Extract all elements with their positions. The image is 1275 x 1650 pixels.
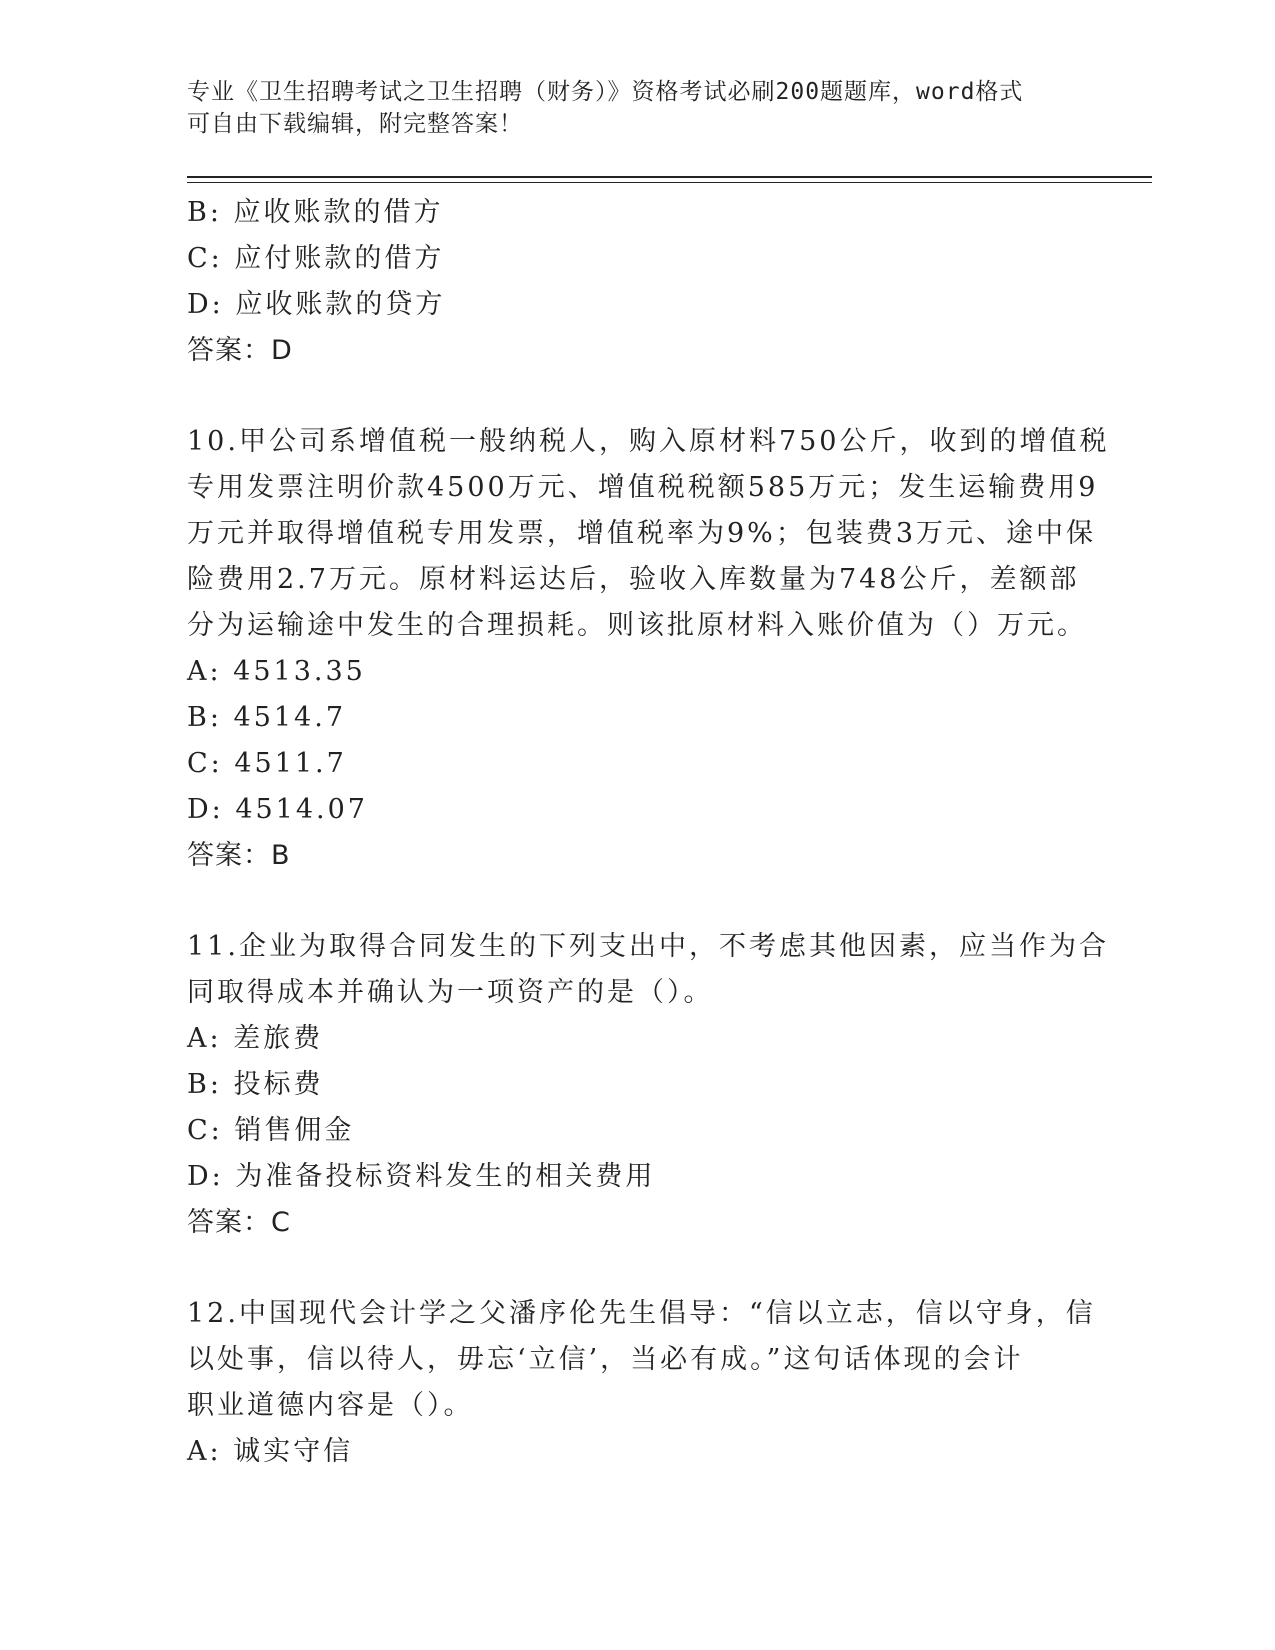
question-stem-line: 11.企业为取得合同发生的下列支出中，不考虑其他因素，应当作为合 bbox=[187, 931, 1109, 962]
question-10 bbox=[187, 419, 1110, 879]
question-11 bbox=[187, 924, 1109, 1246]
header-divider-thick bbox=[187, 176, 1152, 178]
answer-line: 答案：C bbox=[187, 1207, 291, 1238]
option-c: C: 4511.7 bbox=[187, 748, 347, 779]
question-stem-line: 万元并取得增值税专用发票，增值税率为9%；包装费3万元、途中保 bbox=[187, 518, 1097, 549]
question-stem-line: 分为运输途中发生的合理损耗。则该批原材料入账价值为（）万元。 bbox=[187, 610, 1087, 641]
answer-line: 答案：D bbox=[187, 335, 293, 366]
option-c: C: 销售佣金 bbox=[187, 1115, 355, 1146]
option-d: D: 应收账款的贷方 bbox=[187, 289, 446, 320]
option-b: B: 应收账款的借方 bbox=[187, 197, 444, 228]
question-stem-line: 职业道德内容是（）。 bbox=[187, 1390, 474, 1421]
question-stem-line: 专用发票注明价款4500万元、增值税税额585万元；发生运输费用9 bbox=[187, 472, 1099, 503]
answer-line: 答案：B bbox=[187, 840, 291, 871]
question-stem-line: 同取得成本并确认为一项资产的是（）。 bbox=[187, 977, 714, 1008]
question-9-tail bbox=[187, 190, 1067, 374]
question-stem-line: 险费用2.7万元。原材料运达后，验收入库数量为748公斤，差额部 bbox=[187, 564, 1080, 595]
option-a: A: 差旅费 bbox=[187, 1023, 324, 1054]
option-b: B: 投标费 bbox=[187, 1069, 324, 1100]
document-header bbox=[187, 76, 1087, 140]
option-d: D: 4514.07 bbox=[187, 794, 368, 825]
option-b: B: 4514.7 bbox=[187, 702, 346, 733]
header-line-2: 可自由下载编辑，附完整答案！ bbox=[187, 111, 523, 137]
header-divider-thin bbox=[187, 182, 1152, 183]
question-stem-line: 10.甲公司系增值税一般纳税人，购入原材料750公斤，收到的增值税 bbox=[187, 426, 1110, 457]
question-content bbox=[187, 190, 1110, 1475]
option-a: A: 诚实守信 bbox=[187, 1436, 354, 1467]
option-a: A: 4513.35 bbox=[187, 656, 366, 687]
option-d: D: 为准备投标资料发生的相关费用 bbox=[187, 1161, 656, 1192]
option-c: C: 应付账款的借方 bbox=[187, 243, 445, 274]
question-12 bbox=[187, 1291, 1096, 1475]
question-stem-line: 12.中国现代会计学之父潘序伦先生倡导：“信以立志，信以守身，信 bbox=[187, 1298, 1096, 1329]
header-line-1: 专业《卫生招聘考试之卫生招聘（财务）》资格考试必刷200题题库，word格式 bbox=[187, 79, 1024, 105]
question-stem-line: 以处事，信以待人，毋忘‘立信’，当必有成。”这句话体现的会计 bbox=[187, 1344, 1024, 1375]
